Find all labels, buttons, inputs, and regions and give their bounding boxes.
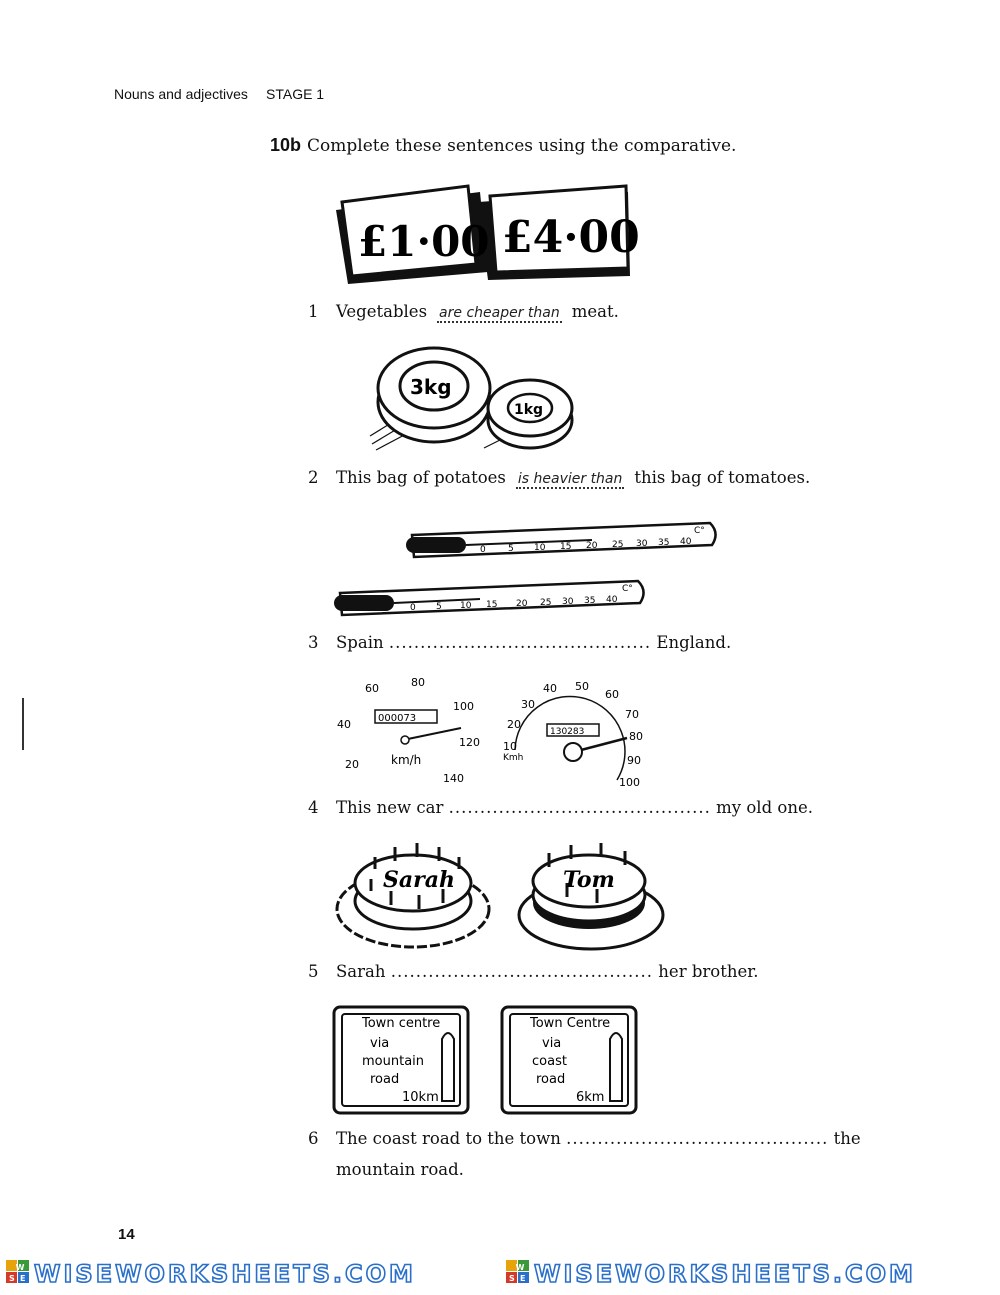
tick-label: 0 <box>410 603 416 613</box>
section-title: Nouns and adjectives <box>114 86 248 102</box>
blank-5[interactable]: .......................................... <box>390 962 654 981</box>
sentence-4 <box>308 798 813 817</box>
tick-label: 5 <box>436 602 442 612</box>
sentence-text: Vegetables <box>336 302 428 321</box>
thermometers-illustration <box>330 515 730 620</box>
speedometers-illustration <box>335 672 655 797</box>
tick-label: 10 <box>460 601 472 611</box>
brand-text-right: WISEWORKSHEETS.COM <box>534 1260 916 1288</box>
logo-letter: E <box>520 1274 526 1283</box>
thermometer-top <box>406 523 716 557</box>
unit-label: C° <box>622 584 633 594</box>
tick-label: 35 <box>658 538 670 548</box>
tick-label: 140 <box>443 772 464 785</box>
tick-label: 5 <box>508 544 514 554</box>
tick-label: 30 <box>636 539 648 549</box>
tick-label: 35 <box>584 596 596 606</box>
sign-text: Town centre <box>362 1016 441 1031</box>
sentence-number: 2 <box>308 468 319 487</box>
sign-mountain-road <box>334 1007 468 1113</box>
blank-3[interactable]: .......................................... <box>388 633 652 652</box>
tick-label: 15 <box>560 542 572 552</box>
exercise-number: 10b <box>270 135 302 155</box>
price-tags-illustration <box>330 180 640 290</box>
tick-label: 60 <box>605 688 619 701</box>
tick-label: 20 <box>507 718 521 731</box>
logo-letter: S <box>509 1274 515 1283</box>
tick-label: 15 <box>486 600 498 610</box>
cake-sarah <box>337 843 489 947</box>
tick-label: 70 <box>625 708 639 721</box>
sign-text: via <box>370 1036 390 1051</box>
tick-label: 10 <box>503 740 517 753</box>
sentence-number: 6 <box>308 1129 319 1148</box>
sign-text: via <box>542 1036 562 1051</box>
blank-4[interactable]: .......................................... <box>448 798 711 817</box>
blank-6[interactable]: .......................................... <box>566 1129 829 1148</box>
sign-text: mountain <box>362 1054 425 1069</box>
thermometer-bottom <box>334 581 644 615</box>
sentence-text: This new car <box>336 798 444 817</box>
sentence-text: Spain <box>336 633 384 652</box>
logo-letter: W <box>515 1263 525 1272</box>
brand-logo-left <box>6 1260 29 1283</box>
sentence-text: my old one. <box>716 798 813 817</box>
sentence-1 <box>308 302 619 321</box>
exercise-heading <box>270 135 736 156</box>
logo-letter: S <box>9 1274 15 1283</box>
footer-banner[interactable] <box>0 1255 1000 1291</box>
margin-mark <box>22 698 24 750</box>
tick-label: 20 <box>345 758 359 771</box>
price-tag-2: £4·00 <box>502 212 640 263</box>
sign-text: road <box>370 1072 400 1087</box>
exercise-instruction: Complete these sentences using the comparative. <box>307 136 737 156</box>
tick-label: 25 <box>540 598 552 608</box>
tick-label: 40 <box>337 718 351 731</box>
speedometer-left <box>337 676 480 785</box>
speedometer-right <box>503 680 643 789</box>
weights-illustration <box>366 340 586 455</box>
sign-text: 10km <box>402 1090 439 1105</box>
tick-label: 30 <box>562 597 574 607</box>
tick-label: 80 <box>629 730 643 743</box>
tick-label: 50 <box>575 680 589 693</box>
tick-label: 60 <box>365 682 379 695</box>
tick-label: 120 <box>459 736 480 749</box>
sign-text: Town Centre <box>530 1016 611 1031</box>
cakes-illustration <box>335 825 665 955</box>
sentence-6-continued: mountain road. <box>336 1160 464 1179</box>
unit-label: C° <box>694 526 705 536</box>
sentence-6 <box>308 1129 861 1148</box>
tick-label: 80 <box>411 676 425 689</box>
weight-label-1: 3kg <box>410 375 452 399</box>
sentence-number: 1 <box>308 302 319 321</box>
sentence-text: meat. <box>571 302 619 321</box>
sentence-text: Sarah <box>336 962 386 981</box>
road-signs-illustration <box>332 1005 642 1117</box>
sign-text: 6km <box>576 1090 605 1105</box>
tick-label: 100 <box>453 700 474 713</box>
stage-label: STAGE 1 <box>266 86 325 102</box>
odometer: 130283 <box>550 727 585 737</box>
sentence-text: the <box>833 1129 861 1148</box>
weight-label-2: 1kg <box>514 402 544 418</box>
sentence-2 <box>308 468 810 487</box>
brand-text-left: WISEWORKSHEETS.COM <box>34 1260 416 1288</box>
brand-logo-right <box>506 1260 529 1283</box>
sign-text: coast <box>532 1054 567 1069</box>
tick-label: 20 <box>586 541 598 551</box>
sentence-number: 3 <box>308 633 319 652</box>
page-number: 14 <box>118 1226 135 1243</box>
sentence-text: This bag of potatoes <box>336 468 506 487</box>
sentence-3 <box>308 633 731 652</box>
sign-coast-road <box>502 1007 636 1113</box>
sentence-text: this bag of tomatoes. <box>634 468 811 487</box>
sentence-5 <box>308 962 759 981</box>
sign-text: road <box>536 1072 566 1087</box>
tick-label: 40 <box>543 682 557 695</box>
tick-label: 100 <box>619 776 640 789</box>
sentence-text: her brother. <box>658 962 759 981</box>
tick-label: 10 <box>534 543 546 553</box>
cake-name-2: Tom <box>563 867 615 893</box>
tick-label: 30 <box>521 698 535 711</box>
sentence-number: 4 <box>308 798 319 817</box>
tick-label: 40 <box>680 537 692 547</box>
tick-label: 90 <box>627 754 641 767</box>
tick-label: 25 <box>612 540 624 550</box>
cake-tom <box>519 843 663 949</box>
odometer: 000073 <box>378 713 417 724</box>
logo-letter: E <box>20 1274 26 1283</box>
answer-2: is heavier than <box>517 471 623 487</box>
sentence-number: 5 <box>308 962 319 981</box>
tick-label: 0 <box>480 545 486 555</box>
logo-letter: W <box>15 1263 25 1272</box>
tick-label: 40 <box>606 595 618 605</box>
answer-1: are cheaper than <box>439 305 560 321</box>
sentence-text: The coast road to the town <box>336 1129 561 1148</box>
unit-label: km/h <box>391 753 422 767</box>
unit-label: Kmh <box>503 753 524 763</box>
price-tag-1: £1·00 <box>358 217 490 266</box>
sentence-text: England. <box>656 633 732 652</box>
tick-label: 20 <box>516 599 528 609</box>
cake-name-1: Sarah <box>383 867 455 893</box>
